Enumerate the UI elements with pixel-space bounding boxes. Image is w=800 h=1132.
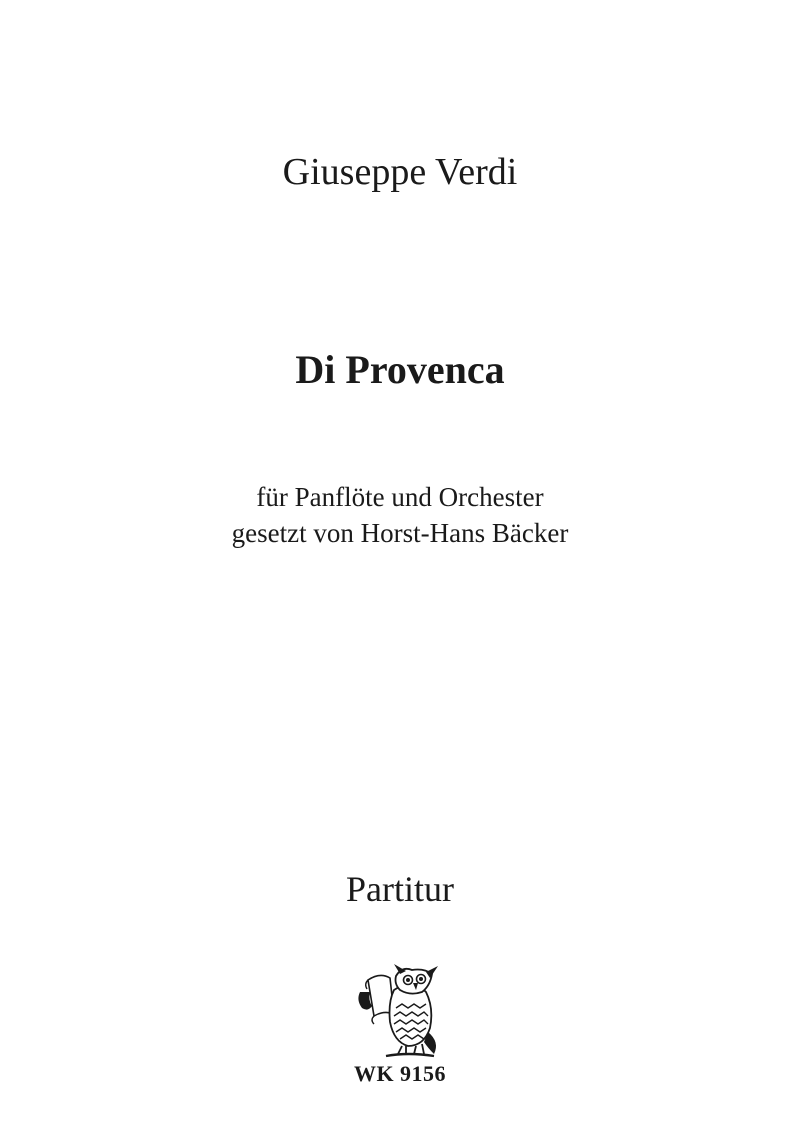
composer-name: Giuseppe Verdi	[282, 151, 518, 193]
instrumentation-line: für Panflöte und Orchester	[256, 482, 544, 512]
catalog-number: WK 9156	[353, 1061, 447, 1086]
work-title: Di Provenca	[295, 347, 505, 392]
owl-with-scroll-icon	[350, 962, 450, 1062]
score-type-label: Partitur	[346, 869, 454, 909]
arranger-line: gesetzt von Horst-Hans Bäcker	[231, 518, 569, 548]
